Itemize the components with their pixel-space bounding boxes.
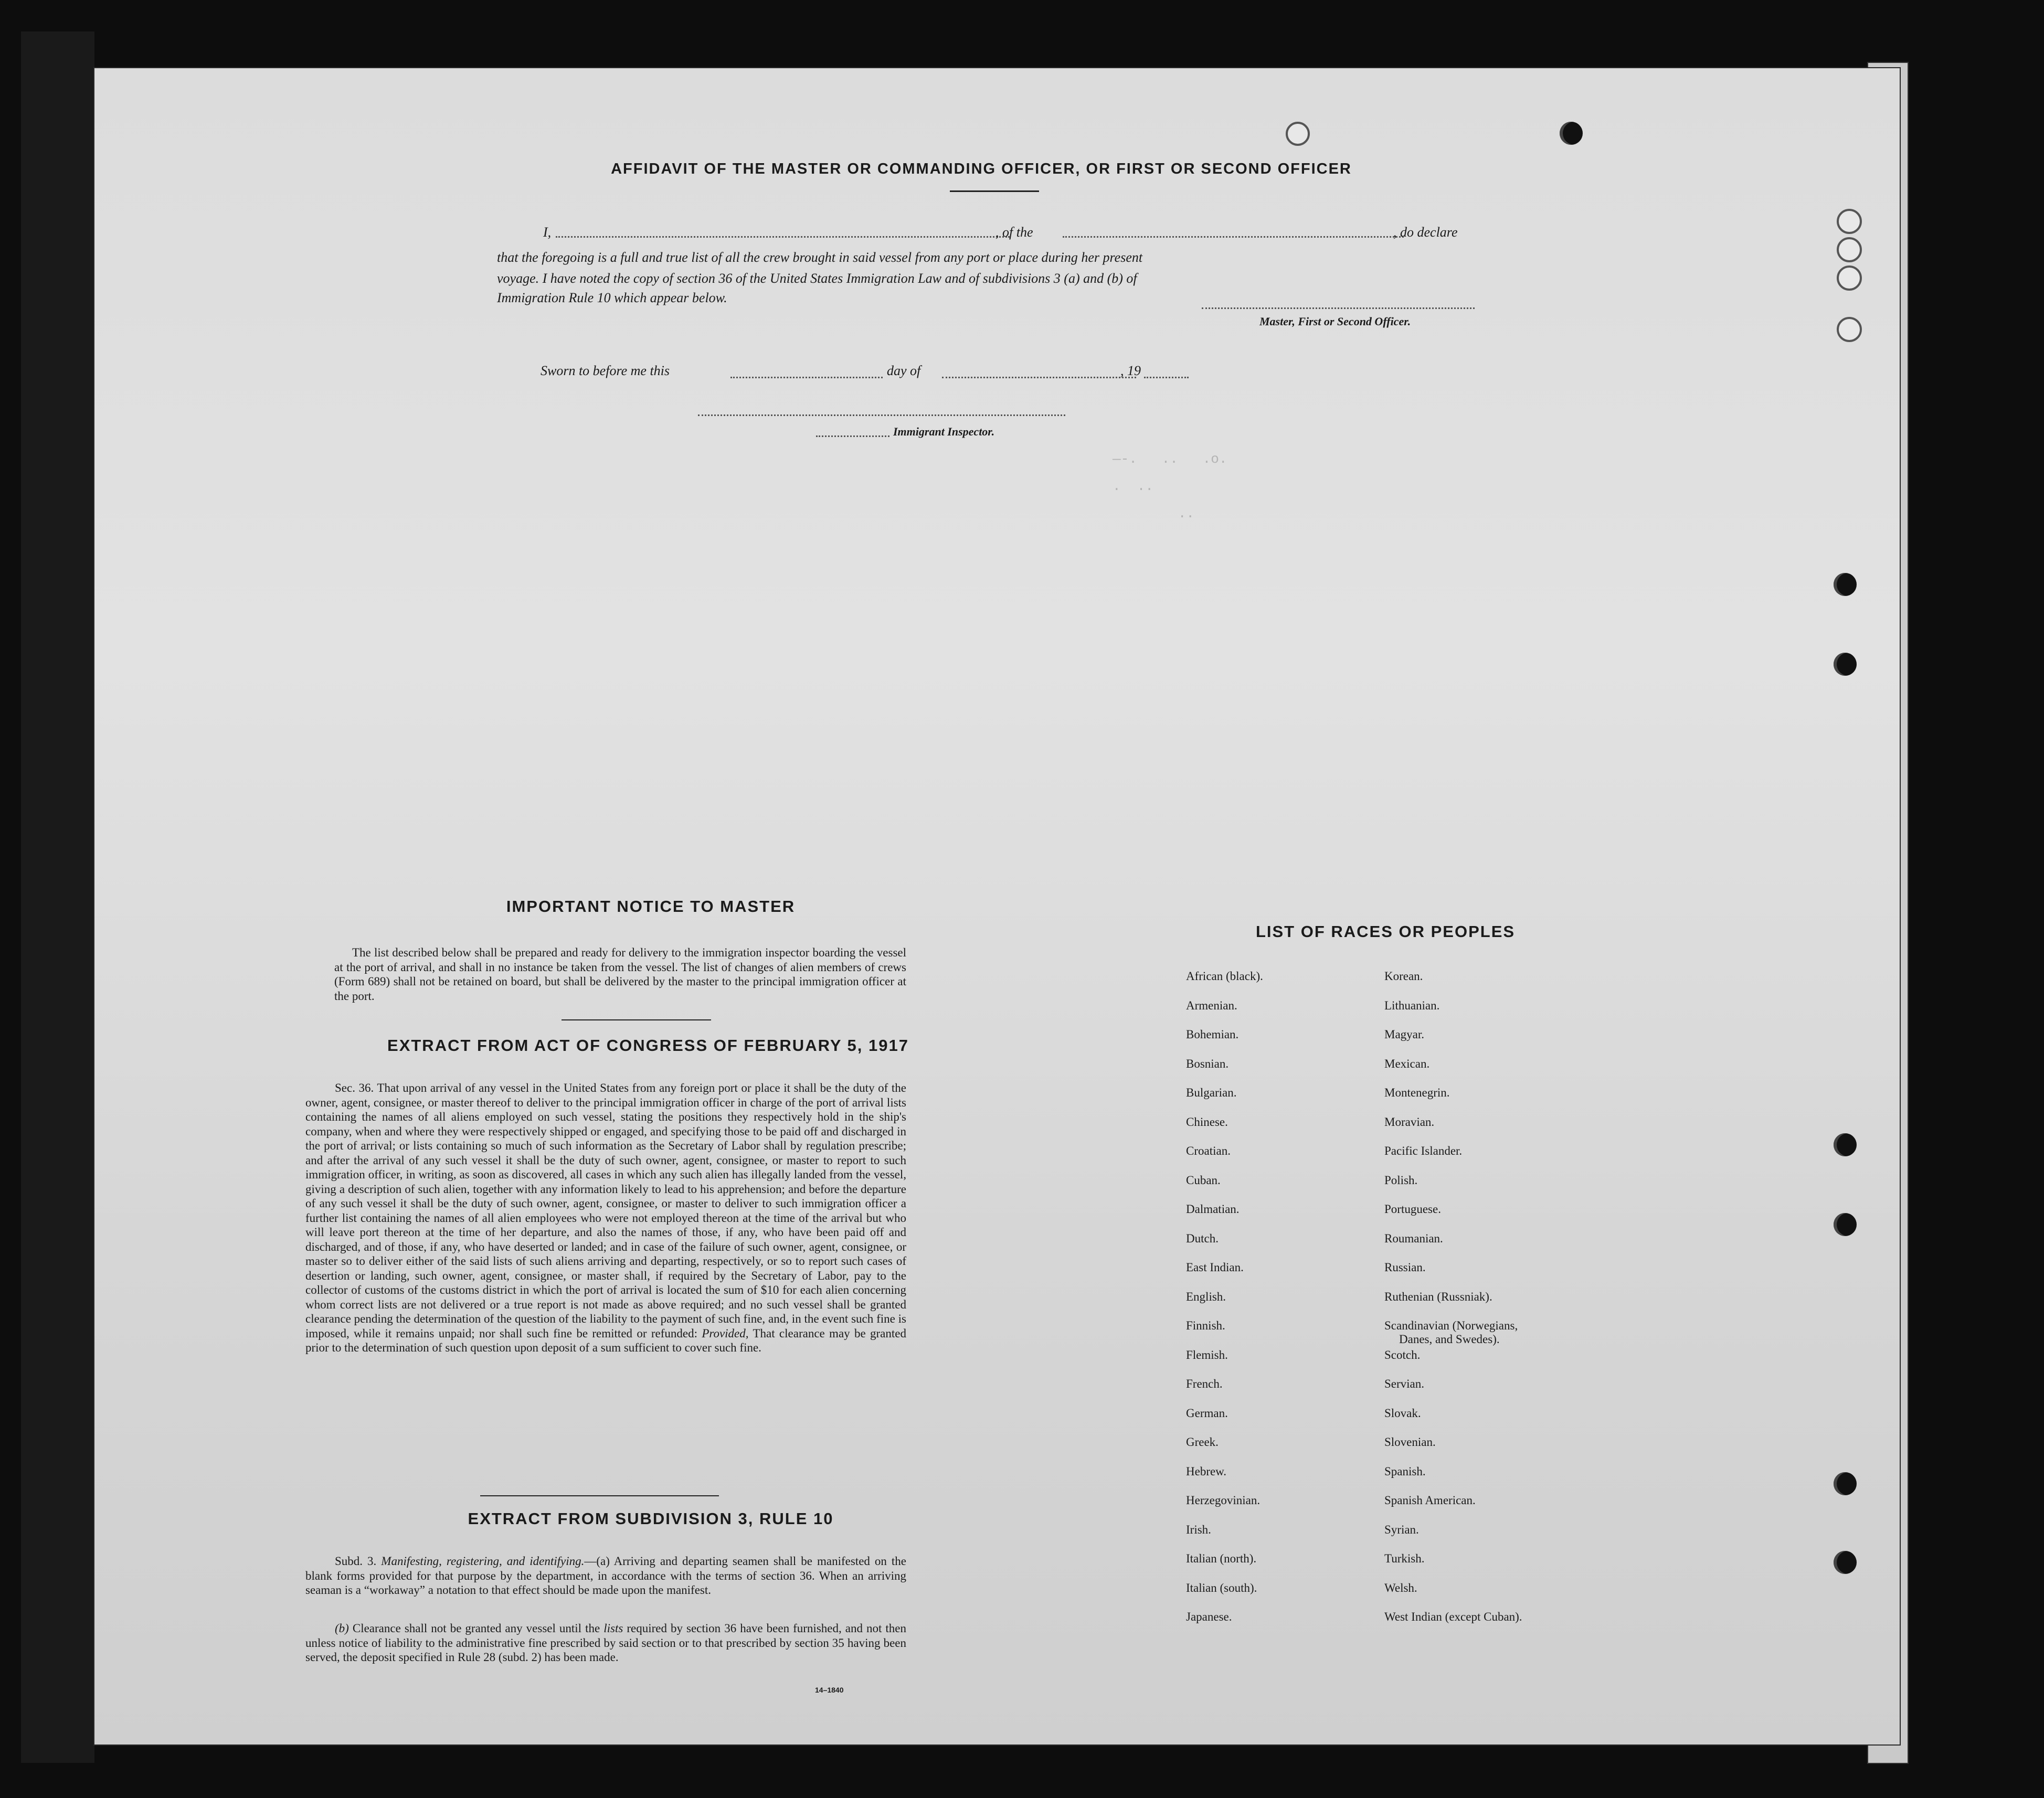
race-item: Dutch. bbox=[1186, 1231, 1219, 1245]
vessel-field[interactable] bbox=[1063, 236, 1404, 238]
punch-hole-right-10 bbox=[1834, 1551, 1857, 1574]
master-signature-field[interactable] bbox=[1202, 307, 1475, 309]
punch-hole-right-5 bbox=[1834, 573, 1857, 596]
race-item: Italian (north). bbox=[1186, 1552, 1257, 1565]
race-item: Roumanian. bbox=[1384, 1231, 1443, 1245]
sworn-prefix: Sworn to before me this bbox=[541, 363, 670, 378]
race-item: Lithuanian. bbox=[1384, 998, 1440, 1012]
race-item: Spanish. bbox=[1384, 1464, 1426, 1478]
race-item: Greek. bbox=[1186, 1435, 1219, 1449]
affidavit-body-line-3: voyage. I have noted the copy of section 36 of the United States Immigration Law and of subdivisions 3 (a) and (b) of bbox=[497, 271, 1137, 286]
affidavit-i-label: I, bbox=[543, 225, 552, 240]
affidavit-declare-label: , do declare bbox=[1393, 225, 1458, 240]
race-item: Scandinavian (Norwegians, bbox=[1384, 1319, 1518, 1332]
race-item: West Indian (except Cuban). bbox=[1384, 1610, 1522, 1623]
punch-hole-top bbox=[1286, 122, 1310, 146]
notice-title: IMPORTANT NOTICE TO MASTER bbox=[506, 897, 796, 916]
rule-part-b-lists: lists bbox=[603, 1622, 623, 1635]
race-item: Bosnian. bbox=[1186, 1057, 1229, 1070]
punch-hole-right-8 bbox=[1834, 1213, 1857, 1236]
rule-extract-part-a bbox=[305, 1554, 906, 1598]
race-item: Portuguese. bbox=[1384, 1203, 1441, 1216]
race-item: Russian. bbox=[1384, 1261, 1426, 1274]
sworn-day-field[interactable] bbox=[730, 377, 883, 378]
race-item: Bohemian. bbox=[1186, 1028, 1239, 1041]
race-item: Welsh. bbox=[1384, 1581, 1417, 1594]
rule-part-a-label: —(a) bbox=[584, 1555, 610, 1568]
rule-subd-label: Subd. 3. bbox=[335, 1555, 377, 1568]
affidavit-title: AFFIDAVIT OF THE MASTER OR COMMANDING OFFICER, OR FIRST OR SECOND OFFICER bbox=[611, 161, 1352, 177]
race-item: Slovenian. bbox=[1384, 1435, 1436, 1449]
sworn-day-label: day of bbox=[887, 363, 921, 378]
race-item: Chinese. bbox=[1186, 1115, 1228, 1129]
race-item: Irish. bbox=[1186, 1523, 1211, 1536]
act-section-label: Sec. 36. bbox=[335, 1081, 374, 1094]
rule-part-b-post: required by section 36 have been furnished, and not then unless notice of liability to the administrative fine prescribed by said section or to that prescribed by section 35 having been served, the deposit specified in Rule 28 (subd. 2) has been made. bbox=[305, 1622, 907, 1664]
rule-part-b-pre: Clearance shall not be granted any vessel until the bbox=[352, 1622, 600, 1635]
race-item: French. bbox=[1186, 1377, 1223, 1390]
race-item: Servian. bbox=[1384, 1377, 1425, 1390]
act-extract-body bbox=[305, 1081, 906, 1355]
race-item: Slovak. bbox=[1384, 1406, 1421, 1420]
race-item: Ruthenian (Russniak). bbox=[1384, 1290, 1492, 1303]
race-item: Scotch. bbox=[1384, 1348, 1421, 1361]
rule-extract-part-b bbox=[305, 1621, 906, 1665]
race-item: Magyar. bbox=[1384, 1028, 1425, 1041]
master-signature-caption: Master, First or Second Officer. bbox=[1259, 315, 1411, 328]
sworn-year-label: , 19 bbox=[1120, 363, 1141, 378]
races-title: LIST OF RACES OR PEOPLES bbox=[1255, 922, 1516, 941]
race-item: Flemish. bbox=[1186, 1348, 1228, 1361]
race-item: Croatian. bbox=[1186, 1144, 1231, 1157]
form-number: 14–1840 bbox=[815, 1686, 844, 1694]
inspector-signature-field[interactable] bbox=[698, 414, 1065, 416]
race-item: Korean. bbox=[1384, 970, 1423, 983]
affidavit-line-1 bbox=[543, 225, 1488, 242]
affidavit-title-rule bbox=[950, 190, 1039, 192]
rule-subd-heading: Manifesting, registering, and identifying. bbox=[381, 1555, 585, 1568]
act-proviso-label: Provided, bbox=[702, 1326, 749, 1340]
race-item: German. bbox=[1186, 1406, 1228, 1420]
races-left-column bbox=[1186, 970, 1263, 1640]
bleed-through-marks: —‑. .. .o. . .. .. bbox=[1113, 451, 1227, 522]
affidavit-of-the-label: , of the bbox=[995, 225, 1033, 240]
race-item: English. bbox=[1186, 1290, 1226, 1303]
race-item: African (black). bbox=[1186, 970, 1263, 983]
left-dark-edge bbox=[21, 31, 94, 1763]
punch-hole-right-2 bbox=[1837, 237, 1862, 262]
punch-hole-right-1 bbox=[1837, 209, 1862, 234]
rule-extract-title: EXTRACT FROM SUBDIVISION 3, RULE 10 bbox=[468, 1509, 834, 1528]
race-item: Bulgarian. bbox=[1186, 1086, 1237, 1099]
race-item: Turkish. bbox=[1384, 1552, 1425, 1565]
race-item: Cuban. bbox=[1186, 1173, 1221, 1187]
punch-hole-right-6 bbox=[1834, 653, 1857, 676]
race-item: Armenian. bbox=[1186, 998, 1237, 1012]
act-extract-rule bbox=[480, 1495, 719, 1496]
punch-hole-right-3 bbox=[1837, 265, 1862, 291]
race-item: Spanish American. bbox=[1384, 1494, 1476, 1507]
inspector-signature-field-2[interactable] bbox=[816, 435, 889, 437]
notice-body: The list described below shall be prepared and ready for delivery to the immigration inspector boarding the vessel at the port of arrival, and shall in no instance be taken from the vessel. The list of changes of alien members of crews (Form 689) shall not be retained on board, but shall be delivered by the master to the principal immigration officer at the port. bbox=[334, 946, 906, 1003]
race-item: East Indian. bbox=[1186, 1261, 1244, 1274]
name-field[interactable] bbox=[556, 236, 1010, 238]
notice-rule bbox=[562, 1019, 711, 1020]
punch-hole-right-9 bbox=[1834, 1472, 1857, 1495]
races-right-column bbox=[1384, 970, 1522, 1640]
races-scandinavian-continuation: Danes, and Swedes). bbox=[1399, 1333, 1500, 1346]
punch-hole-right-7 bbox=[1834, 1133, 1857, 1156]
sworn-month-field[interactable] bbox=[942, 377, 1136, 378]
inspector-caption: Immigrant Inspector. bbox=[893, 425, 995, 438]
rule-part-a-text: Arriving and departing seamen shall be manifested on the blank forms provided for that purpose by the department, in accordance with the terms of section 36. When an arriving seaman is a “workaway” a notation to that effect should be made upon the manifest. bbox=[305, 1555, 906, 1597]
punch-hole-top-dark bbox=[1560, 122, 1583, 145]
race-item: Polish. bbox=[1384, 1173, 1418, 1187]
affidavit-body-line-2: that the foregoing is a full and true list of all the crew brought in said vessel from any port or place during her present bbox=[497, 250, 1143, 265]
race-item: Pacific Islander. bbox=[1384, 1144, 1463, 1157]
punch-hole-right-4 bbox=[1837, 317, 1862, 342]
race-item: Herzegovinian. bbox=[1186, 1494, 1261, 1507]
race-item: Montenegrin. bbox=[1384, 1086, 1450, 1099]
race-item: Syrian. bbox=[1384, 1523, 1419, 1536]
sworn-year-field[interactable] bbox=[1144, 377, 1189, 378]
act-extract-title: EXTRACT FROM ACT OF CONGRESS OF FEBRUARY 5, 1917 bbox=[387, 1036, 909, 1055]
race-item: Hebrew. bbox=[1186, 1464, 1227, 1478]
race-item: Dalmatian. bbox=[1186, 1203, 1240, 1216]
affidavit-body-line-4: Immigration Rule 10 which appear below. bbox=[497, 290, 727, 305]
race-item: Moravian. bbox=[1384, 1115, 1435, 1129]
sworn-line bbox=[541, 363, 1196, 381]
race-item: Finnish. bbox=[1186, 1319, 1225, 1332]
act-proviso-text: That clearance may be granted prior to the determination of such question upon deposit of a sum sufficient to cover such fine. bbox=[305, 1326, 906, 1354]
race-item: Italian (south). bbox=[1186, 1581, 1257, 1594]
act-section-text: That upon arrival of any vessel in the United States from any foreign port or place it shall be the duty of the owner, agent, consignee, or master thereof to deliver to the principal immigration officer in charge of the port of arrival lists containing the names of all aliens employed on such vessel, stating the positions they respectively hold in the ship's company, when and where they were respectively shipped or engaged, and specifying those to be paid off and discharged in the port of arrival; or lists containing so much of such information as the Secretary of Labor shall by regulation prescribe; and after the arrival of any such vessel it shall be the duty of such owner, agent, consignee, or master to report to such immigration officer, in writing, as soon as discovered, all cases in which any such alien has illegally landed from the vessel, giving a description of such alien, together with any information likely to lead to his apprehension; and before the departure of any such vessel it shall be the duty of such owner, agent, consignee, or master to deliver to such immigration officer a further list containing the names of all alien employees who were not employed thereon at the time of the arrival but who will leave port thereon at the time of her departure, and also the names of those, if any, who have been paid off and discharged, and of those, if any, who have deserted or landed; and in case of the failure of such owner, agent, consignee, or master so to deliver either of the said lists of such aliens arriving and departing, respectively, or so to report such cases of desertion or landing, such owner, agent, consignee, or master shall, if required by the Secretary of Labor, pay to the collector of customs of the customs district in which the port of arrival is located the sum of $10 for each alien concerning whom correct lists are not delivered or a true report is not made as above required; and no such vessel shall be granted clearance pending the determination of the question of the liability to the payment of such fine, and, in the event such fine is imposed, while it remains unpaid; nor shall such fine be remitted or refunded: bbox=[305, 1081, 907, 1340]
rule-part-b-label: (b) bbox=[335, 1622, 349, 1635]
race-item: Japanese. bbox=[1186, 1610, 1232, 1623]
race-item: Mexican. bbox=[1384, 1057, 1430, 1070]
